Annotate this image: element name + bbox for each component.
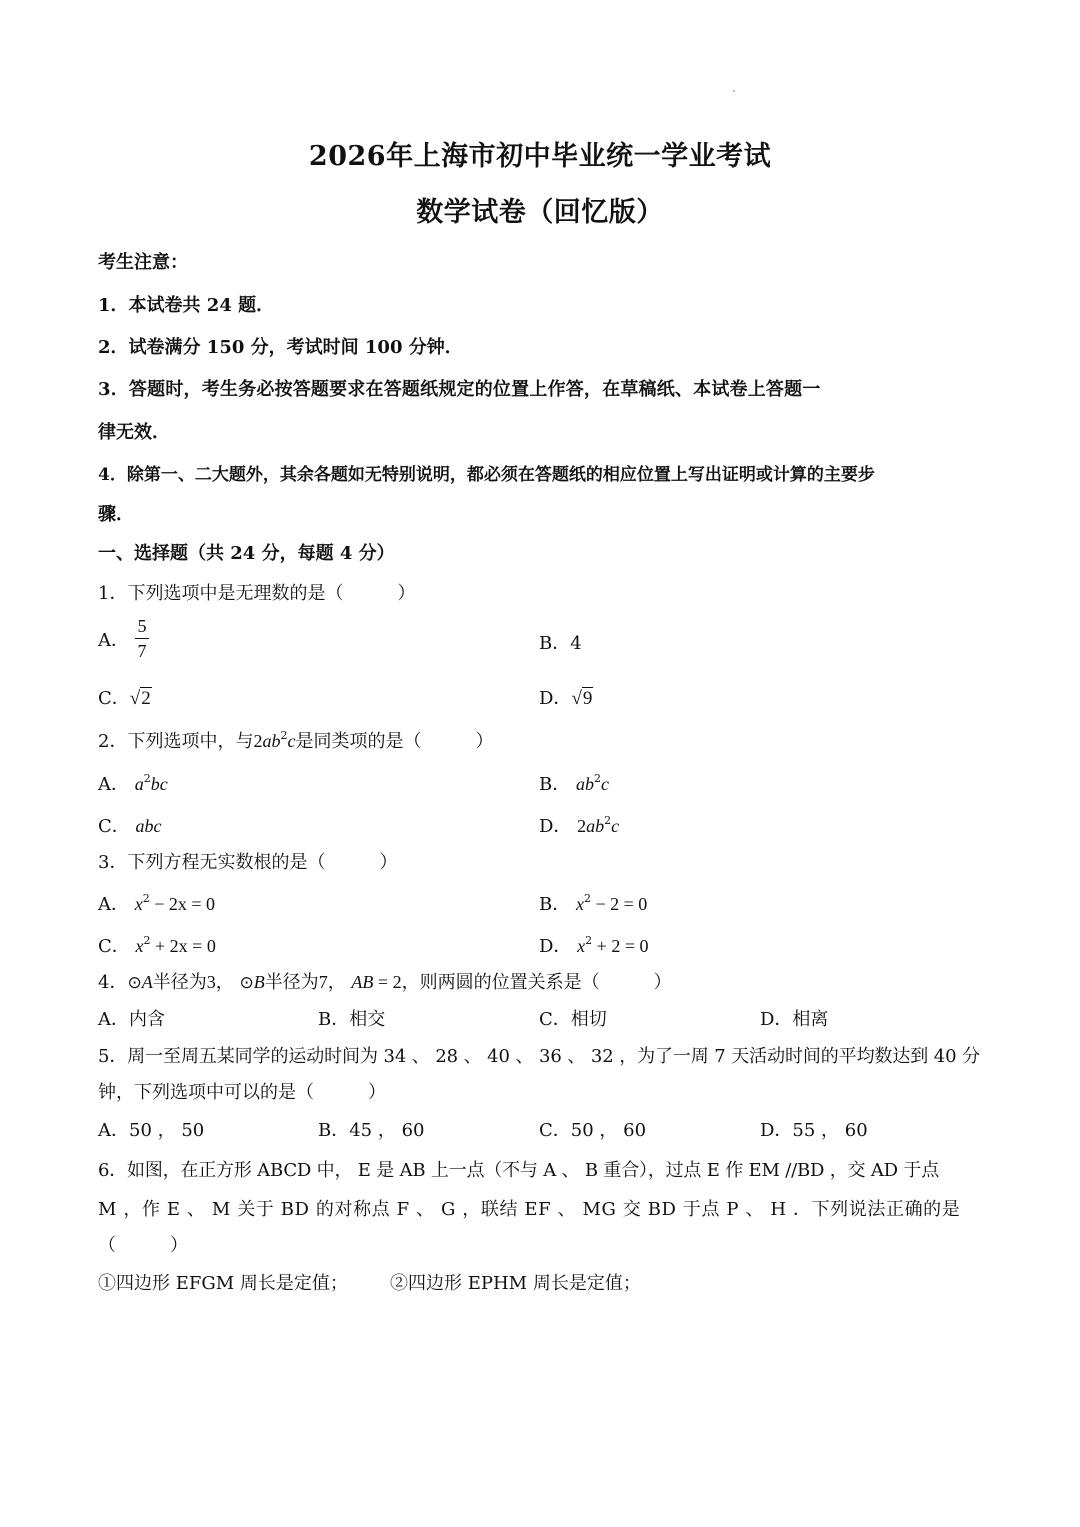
notice-item-3-cont: 律无效． [98, 422, 170, 443]
math-expression: + 2x = 0 [150, 936, 216, 956]
stem-text: ， [215, 972, 234, 993]
denominator: 7 [137, 641, 147, 661]
circle-symbol: ⊙ [239, 973, 254, 993]
math-number: 7 [318, 972, 328, 992]
page-title: 2026年上海市初中毕业统一学业考试 [308, 141, 772, 172]
question-number: 4． [98, 972, 128, 993]
notice-item-2: 2．试卷满分 150 分，考试时间 100 分钟． [98, 337, 463, 358]
sqrt-expression: √9 [571, 688, 593, 709]
math-var: c [611, 816, 620, 836]
notice-item-1: 1．本试卷共 24 题． [98, 295, 275, 316]
math-var: x [577, 936, 586, 956]
stem-text: 是同类项的是（ ） [295, 731, 494, 752]
math-exponent: 2 [143, 934, 151, 947]
q4-option-d: D．相离 [760, 1009, 829, 1030]
math-number: 3 [206, 972, 216, 992]
option-label: C． [98, 816, 130, 837]
q5-option-c: C．50 ， 60 [539, 1120, 647, 1141]
math-var: a [134, 774, 144, 794]
q1-option-a [98, 616, 149, 661]
question-6-blank: （ ） [98, 1235, 188, 1256]
notice-heading: 考生注意： [98, 252, 188, 273]
math-expression: = 2 [373, 972, 402, 992]
stem-text: ，则两圆的位置关系是（ ） [401, 972, 672, 993]
q4-option-c: C．相切 [539, 1009, 607, 1030]
option-label: A． [98, 629, 129, 651]
math-var: AB [351, 972, 374, 992]
math-exponent: 2 [280, 729, 288, 742]
notice-item-3: 3．答题时，考生务必按答题要求在答题纸规定的位置上作答，在草稿纸、本试卷上答题一 [98, 379, 821, 400]
math-exponent: 2 [585, 934, 593, 947]
question-3-stem: 3．下列方程无实数根的是（ ） [98, 852, 398, 873]
option-label: B． [539, 894, 571, 915]
option-label: B． [539, 774, 571, 795]
math-expression: − 2 = 0 [590, 894, 648, 914]
q3-option-d [539, 932, 648, 958]
option-label: D． [539, 816, 572, 837]
math-exponent: 2 [583, 892, 591, 905]
math-var: c [600, 774, 609, 794]
q3-option-a [98, 890, 215, 916]
question-2-stem [98, 727, 986, 753]
math-var: ab [586, 816, 605, 836]
option-label: A． [98, 894, 129, 915]
math-var: ab [575, 774, 594, 794]
math-var: A [141, 972, 153, 992]
circle-symbol: ⊙ [127, 973, 142, 993]
option-label: A． [98, 774, 129, 795]
question-5-stem-cont: 钟，下列选项中可以的是（ ） [98, 1082, 386, 1103]
q1-option-b: B．4 [539, 633, 582, 654]
q6-statement-2: ②四边形 EPHM 周长是定值； [390, 1273, 641, 1294]
question-1-stem: 1．下列选项中是无理数的是（ ） [98, 583, 416, 604]
math-var: bc [150, 774, 168, 794]
option-label: C． [98, 688, 130, 709]
radicand: 2 [141, 688, 151, 709]
q3-option-b [539, 890, 647, 916]
q2-option-d [539, 812, 619, 838]
q1-option-d [539, 684, 593, 710]
q2-option-b [539, 770, 609, 796]
stem-text: 半径为 [264, 972, 319, 993]
notice-item-4-cont: 骤． [98, 504, 134, 525]
q5-option-d: D．55 ， 60 [760, 1120, 868, 1141]
math-var: abc [135, 816, 162, 836]
notice-item-4: 4．除第一、二大题外，其余各题如无特别说明，都必须在答题纸的相应位置上写出证明或计算的主要步 [98, 465, 875, 485]
q4-option-b: B．相交 [318, 1009, 386, 1030]
sqrt-expression: √2 [129, 688, 151, 709]
q6-statement-1: ①四边形 EFGM 周长是定值； [98, 1273, 348, 1294]
math-var: x [135, 936, 144, 956]
stem-text: ， [327, 972, 346, 993]
stem-text: 2．下列选项中，与 [98, 731, 254, 752]
math-expression: + 2 = 0 [592, 936, 649, 956]
numerator: 5 [137, 616, 147, 636]
math-coef: 2 [577, 816, 587, 836]
question-5-stem: 5．周一至周五某同学的运动时间为 34 、 28 、 40 、 36 、 32 ，为了一周 7 天活动时间的平均数达到 40 分 [98, 1046, 981, 1067]
q2-option-c [98, 812, 162, 838]
q2-option-a [98, 770, 168, 796]
math-exponent: 2 [142, 892, 150, 905]
math-exponent: 2 [143, 772, 151, 785]
scan-speck [733, 90, 735, 92]
math-var: c [287, 731, 296, 751]
q3-option-c [98, 932, 216, 958]
q5-option-a: A．50 ， 50 [98, 1120, 205, 1141]
radicand: 9 [582, 688, 593, 709]
option-label: C． [98, 936, 130, 957]
stem-text: 半径为 [152, 972, 207, 993]
question-6-stem-cont: M ，作 E 、 M 关于 BD 的对称点 F 、 G ，联结 EF 、 MG 交 BD 于点 P 、 H ．下列说法正确的是 [98, 1199, 961, 1220]
math-expression: − 2x = 0 [149, 894, 216, 914]
math-var: x [575, 894, 584, 914]
q1-option-c [98, 684, 152, 710]
option-label: D． [539, 936, 572, 957]
question-4-stem [98, 968, 986, 994]
page-subtitle: 数学试卷（回忆版） [416, 197, 664, 228]
math-var: B [253, 972, 265, 992]
math-var: x [134, 894, 143, 914]
math-exponent: 2 [604, 814, 612, 827]
section-heading: 一、选择题（共 24 分，每题 4 分） [98, 543, 395, 564]
q5-option-b: B．45 ， 60 [318, 1120, 425, 1141]
fraction [135, 616, 149, 661]
option-label: D． [539, 688, 572, 709]
math-var: ab [262, 731, 281, 751]
question-6-stem: 6．如图，在正方形 ABCD 中， E 是 AB 上一点（不与 A 、 B 重合），过点 E 作 EM //BD ，交 AD 于点 [98, 1160, 940, 1181]
math-coef: 2 [253, 731, 263, 751]
math-exponent: 2 [593, 772, 601, 785]
q4-option-a: A．内含 [98, 1009, 165, 1030]
